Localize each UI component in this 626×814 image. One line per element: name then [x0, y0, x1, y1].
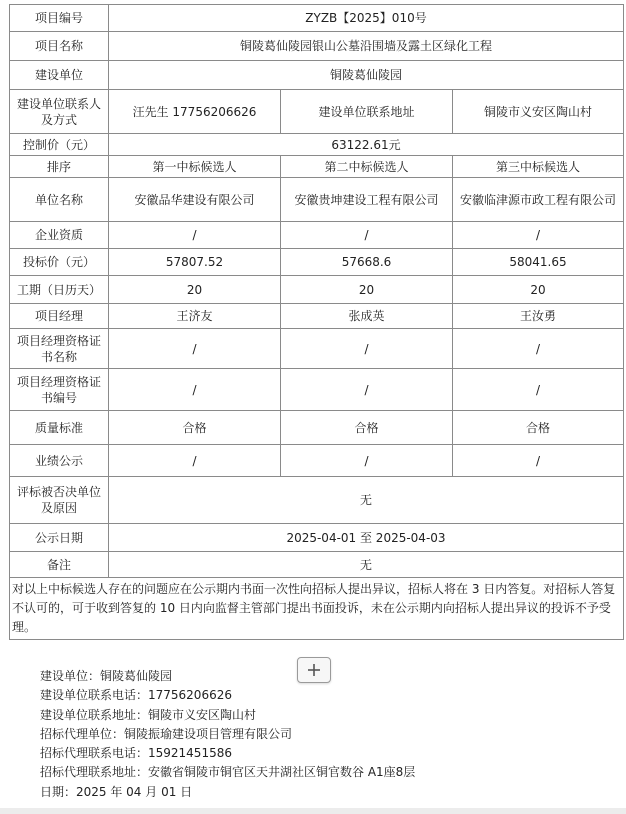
- label-quality: 质量标准: [10, 411, 109, 445]
- value-project-no: ZYZB【2025】010号: [109, 5, 624, 32]
- row-project-no: [10, 5, 624, 32]
- company-first: 安徽品华建设有限公司: [109, 178, 281, 222]
- cert-name-third: /: [453, 329, 624, 369]
- value-remarks: 无: [109, 552, 624, 578]
- footer-agent-address: 招标代理联系地址：安徽省铜陵市铜官区天井湖社区铜官数谷 A1座8层: [40, 765, 416, 780]
- value-period: 2025-04-01 至 2025-04-03: [109, 524, 624, 552]
- cert-no-first: /: [109, 369, 281, 411]
- label-cert-name: 项目经理资格证书名称: [10, 329, 109, 369]
- qualification-second: /: [281, 222, 453, 249]
- value-rejected: 无: [109, 477, 624, 524]
- label-performance: 业绩公示: [10, 445, 109, 477]
- notice-text: 对以上中标候选人存在的问题应在公示期内书面一次性向招标人提出异议，招标人将在 3 日内答复。对招标人答复不认可的，可于收到答复的 10 日内向监督主管部门提出书面投诉，未在公示期内向招标人提出异议的投诉不予受理。: [10, 578, 624, 640]
- duration-second: 20: [281, 276, 453, 304]
- cert-no-third: /: [453, 369, 624, 411]
- value-owner: 铜陵葛仙陵园: [109, 61, 624, 90]
- duration-first: 20: [109, 276, 281, 304]
- cert-name-first: /: [109, 329, 281, 369]
- footer-agent: 招标代理单位：铜陵振瑜建设项目管理有限公司: [40, 726, 293, 741]
- row-remarks: [10, 552, 624, 578]
- qualification-first: /: [109, 222, 281, 249]
- label-contact: 建设单位联系人及方式: [10, 90, 109, 134]
- row-project-name: [10, 32, 624, 61]
- rank-first: 第一中标候选人: [109, 156, 281, 178]
- label-cert-no: 项目经理资格证书编号: [10, 369, 109, 411]
- bid-price-first: 57807.52: [109, 249, 281, 276]
- row-rank: [10, 156, 624, 178]
- performance-first: /: [109, 445, 281, 477]
- row-quality: [10, 411, 624, 445]
- row-rejected: [10, 477, 624, 524]
- label-bid-price: 投标价（元）: [10, 249, 109, 276]
- qualification-third: /: [453, 222, 624, 249]
- label-control-price: 控制价（元）: [10, 134, 109, 156]
- row-cert-name: [10, 329, 624, 369]
- row-owner: [10, 61, 624, 90]
- value-control-price: 63122.61元: [109, 134, 624, 156]
- footer-date: 日期：2025 年 04 月 01 日: [40, 784, 193, 799]
- row-contact: [10, 90, 624, 134]
- manager-second: 张成英: [281, 304, 453, 329]
- row-cert-no: [10, 369, 624, 411]
- manager-first: 王济友: [109, 304, 281, 329]
- quality-third: 合格: [453, 411, 624, 445]
- value-project-name: 铜陵葛仙陵园银山公墓沿围墙及露土区绿化工程: [109, 32, 624, 61]
- label-manager: 项目经理: [10, 304, 109, 329]
- company-second: 安徽贵坤建设工程有限公司: [281, 178, 453, 222]
- quality-second: 合格: [281, 411, 453, 445]
- label-rank: 排序: [10, 156, 109, 178]
- row-company: [10, 178, 624, 222]
- row-manager: [10, 304, 624, 329]
- quality-first: 合格: [109, 411, 281, 445]
- label-qualification: 企业资质: [10, 222, 109, 249]
- company-third: 安徽临津源市政工程有限公司: [453, 178, 624, 222]
- row-notice: [10, 578, 624, 640]
- bottom-divider: [0, 808, 626, 814]
- cert-no-second: /: [281, 369, 453, 411]
- row-bid-price: [10, 249, 624, 276]
- label-owner: 建设单位: [10, 61, 109, 90]
- performance-third: /: [453, 445, 624, 477]
- rank-third: 第三中标候选人: [453, 156, 624, 178]
- footer-owner: 建设单位：铜陵葛仙陵园: [40, 669, 173, 683]
- manager-third: 王汝勇: [453, 304, 624, 329]
- value-owner-address: 铜陵市义安区陶山村: [453, 90, 624, 134]
- label-duration: 工期（日历天）: [10, 276, 109, 304]
- value-contact: 汪先生 17756206626: [109, 90, 281, 134]
- label-project-name: 项目名称: [10, 32, 109, 61]
- bid-result-table: [9, 4, 624, 640]
- label-rejected: 评标被否决单位及原因: [10, 477, 109, 524]
- row-qualification: [10, 222, 624, 249]
- label-project-no: 项目编号: [10, 5, 109, 32]
- footer-info: [40, 667, 415, 802]
- label-owner-address: 建设单位联系地址: [281, 90, 453, 134]
- footer-agent-phone: 招标代理联系电话：15921451586: [40, 746, 232, 761]
- label-period: 公示日期: [10, 524, 109, 552]
- row-duration: [10, 276, 624, 304]
- performance-second: /: [281, 445, 453, 477]
- bid-price-third: 58041.65: [453, 249, 624, 276]
- row-period: [10, 524, 624, 552]
- footer-address: 建设单位联系地址：铜陵市义安区陶山村: [40, 707, 257, 722]
- row-control-price: [10, 134, 624, 156]
- row-performance: [10, 445, 624, 477]
- cert-name-second: /: [281, 329, 453, 369]
- bid-price-second: 57668.6: [281, 249, 453, 276]
- label-remarks: 备注: [10, 552, 109, 578]
- label-company: 单位名称: [10, 178, 109, 222]
- duration-third: 20: [453, 276, 624, 304]
- footer-phone: 建设单位联系电话：17756206626: [40, 688, 232, 703]
- rank-second: 第二中标候选人: [281, 156, 453, 178]
